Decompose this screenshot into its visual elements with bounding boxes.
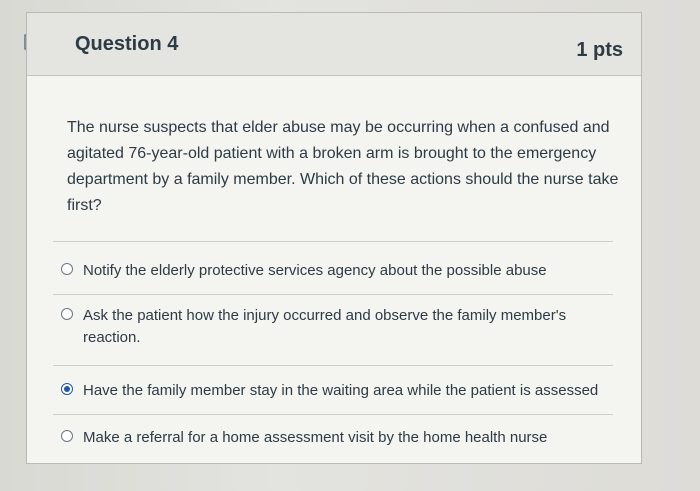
question-header [27, 13, 641, 76]
answer-list [53, 241, 613, 461]
answer-label: Notify the elderly protective services agency about the possible abuse [83, 262, 547, 279]
answer-label: Make a referral for a home assessment visit by the home health nurse [83, 429, 548, 446]
question-points: 1 pts [576, 39, 623, 61]
radio-button-icon[interactable] [61, 263, 73, 275]
answer-option-selected[interactable] [53, 365, 613, 414]
radio-button-selected-icon[interactable] [61, 383, 73, 395]
question-title: Question 4 [75, 33, 179, 55]
radio-button-icon[interactable] [61, 430, 73, 442]
answer-label: Ask the patient how the injury occurred and observe the family member's reaction. [83, 307, 567, 346]
radio-button-icon[interactable] [61, 308, 73, 320]
answer-option[interactable] [53, 414, 613, 461]
answer-option[interactable] [53, 241, 613, 294]
question-text: The nurse suspects that elder abuse may be occurring when a confused and agitated 76-year-old patient with a broken arm is brought to the emergency department by a family member. Which of these actions should the nurse take first? [67, 119, 619, 214]
answer-option[interactable] [53, 294, 613, 365]
answer-label: Have the family member stay in the waiting area while the patient is assessed [83, 382, 599, 399]
question-card [26, 12, 642, 464]
